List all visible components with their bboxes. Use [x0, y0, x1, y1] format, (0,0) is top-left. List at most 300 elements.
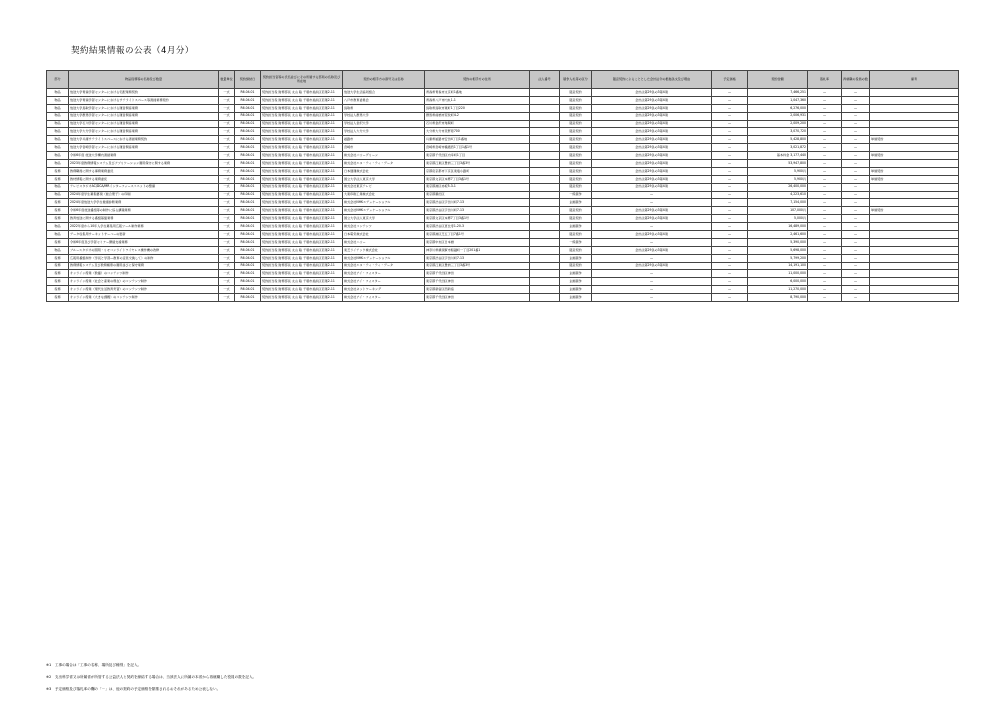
- table-cell: R6.04.01: [235, 144, 261, 152]
- table-cell: 随意契約: [560, 152, 592, 160]
- table-cell: 契約担当役 財務部長 太山 聡 千葉市美浜区若葉2-11: [261, 199, 343, 207]
- table-cell: 企画競争: [560, 199, 592, 207]
- table-cell: 鳥取県鳥取市東町1丁目220: [425, 104, 530, 112]
- table-cell: —: [842, 223, 870, 231]
- table-cell: 東京都墨田区: [425, 191, 530, 199]
- table-cell: [530, 231, 560, 239]
- table-cell: 企画競争: [560, 286, 592, 294]
- table-cell: —: [712, 270, 748, 278]
- table-cell: 大分県大分市旦野原700: [425, 128, 530, 136]
- table-cell: 物品: [47, 120, 69, 128]
- table-cell: —: [842, 294, 870, 302]
- table-cell: 会計法第29条の3第4項: [592, 246, 712, 254]
- table-cell: 物品: [47, 191, 69, 199]
- table-cell: [530, 167, 560, 175]
- table-cell: —: [712, 136, 748, 144]
- table-cell: 物品: [47, 183, 69, 191]
- table-cell: [530, 191, 560, 199]
- col-header: 契約金額: [748, 71, 808, 89]
- table-cell: 随意契約: [560, 175, 592, 183]
- col-header: 競争入札等の区分: [560, 71, 592, 89]
- table-row: [47, 246, 959, 254]
- table-cell: —: [808, 270, 842, 278]
- table-cell: 会計法第29条の3第4項: [592, 160, 712, 168]
- table-cell: 7,466,251: [748, 89, 808, 97]
- table-cell: —: [842, 254, 870, 262]
- table-cell: —: [712, 104, 748, 112]
- table-cell: 物品: [47, 246, 69, 254]
- table-cell: —: [712, 128, 748, 136]
- table-cell: 会計法第29条の3第4項: [592, 128, 712, 136]
- table-cell: 一般競争: [560, 191, 592, 199]
- table-cell: 会計法第29条の3第4項: [592, 183, 712, 191]
- table-cell: —: [808, 104, 842, 112]
- table-cell: —: [842, 160, 870, 168]
- table-cell: 一式: [219, 294, 235, 302]
- table-cell: [530, 215, 560, 223]
- table-cell: [530, 152, 560, 160]
- table-cell: [530, 136, 560, 144]
- table-cell: [870, 270, 959, 278]
- table-cell: —: [712, 89, 748, 97]
- table-cell: 一式: [219, 262, 235, 270]
- table-cell: —: [842, 167, 870, 175]
- table-cell: 一般競争: [560, 238, 592, 246]
- table-cell: 7,154,000: [748, 199, 808, 207]
- table-cell: —: [592, 254, 712, 262]
- table-cell: 企画競争: [560, 278, 592, 286]
- table-cell: —: [712, 96, 748, 104]
- table-cell: R6.04.01: [235, 167, 261, 175]
- table-cell: —: [808, 278, 842, 286]
- table-cell: —: [842, 183, 870, 191]
- table-cell: —: [808, 167, 842, 175]
- table-cell: —: [808, 183, 842, 191]
- table-cell: 物品: [47, 96, 69, 104]
- table-row: [47, 175, 959, 183]
- table-cell: 随意契約: [560, 215, 592, 223]
- table-cell: 物品: [47, 144, 69, 152]
- table-cell: 東京都千代田区神田: [425, 278, 530, 286]
- table-cell: 契約担当役 財務部長 太山 聡 千葉市美浜区若葉2-11: [261, 136, 343, 144]
- table-cell: 8,790,000: [748, 294, 808, 302]
- table-row: [47, 144, 959, 152]
- table-cell: 国立大学法人東京大学: [343, 175, 425, 183]
- col-header: 契約の相手方の商号又は名称: [343, 71, 425, 89]
- table-cell: —: [842, 175, 870, 183]
- table-cell: 日本電気株式会社: [343, 231, 425, 239]
- table-cell: 宮崎県宮崎市橘通西1丁目1番1号: [425, 144, 530, 152]
- table-cell: 令和6年度放送番組等の制作に係る講義業務: [69, 207, 219, 215]
- table-cell: —: [808, 294, 842, 302]
- table-cell: R6.04.01: [235, 160, 261, 168]
- table-cell: —: [712, 120, 748, 128]
- table-cell: —: [808, 96, 842, 104]
- table-cell: 5,900円: [748, 167, 808, 175]
- table-cell: 随意契約: [560, 120, 592, 128]
- table-cell: 放送大学鳥取学習センターにおける運営関係業務: [69, 104, 219, 112]
- table-cell: 東京都千代田区内幸町1丁目: [425, 152, 530, 160]
- table-cell: 学校法人大分大学: [343, 128, 425, 136]
- table-cell: 3,070,720: [748, 128, 808, 136]
- table-cell: [870, 254, 959, 262]
- table-cell: —: [808, 254, 842, 262]
- table-cell: 一式: [219, 175, 235, 183]
- table-cell: 東京都港区赤坂5-3-1: [425, 183, 530, 191]
- table-cell: 11,270,000: [748, 286, 808, 294]
- table-cell: 株式会社ネットワーキング: [343, 286, 425, 294]
- table-cell: 兵庫県姫路市安田4丁目1番地: [425, 136, 530, 144]
- table-cell: —: [808, 152, 842, 160]
- table-cell: 随意契約: [560, 167, 592, 175]
- table-cell: 契約担当役 財務部長 太山 聡 千葉市美浜区若葉2-11: [261, 120, 343, 128]
- table-cell: [530, 128, 560, 136]
- table-cell: R6.04.01: [235, 278, 261, 286]
- table-cell: 一式: [219, 270, 235, 278]
- table-cell: —: [808, 128, 842, 136]
- table-cell: 株式会社アイ・フォスター: [343, 278, 425, 286]
- table-cell: 一式: [219, 215, 235, 223]
- table-cell: [530, 286, 560, 294]
- table-cell: 株式会社パリーグリーン: [343, 152, 425, 160]
- table-cell: 契約担当役 財務部長 太山 聡 千葉市美浜区若葉2-11: [261, 128, 343, 136]
- table-cell: 会計法第29条の3第4項: [592, 112, 712, 120]
- table-cell: 契約担当役 財務部長 太山 聡 千葉市美浜区若葉2-11: [261, 270, 343, 278]
- table-cell: —: [592, 238, 712, 246]
- table-cell: 11,000,000: [748, 270, 808, 278]
- table-cell: 株式会社NHKエデュケーショナル: [343, 207, 425, 215]
- table-cell: R6.04.01: [235, 294, 261, 302]
- table-row: [47, 215, 959, 223]
- table-cell: —: [712, 207, 748, 215]
- table-cell: 随意契約: [560, 160, 592, 168]
- table-cell: —: [712, 262, 748, 270]
- table-cell: 単価契約: [870, 136, 959, 144]
- col-header: 予定価格: [712, 71, 748, 89]
- table-cell: 物品: [47, 223, 69, 231]
- table-cell: —: [808, 215, 842, 223]
- table-cell: 企画競争: [560, 223, 592, 231]
- table-cell: 物品: [47, 152, 69, 160]
- table-cell: [530, 89, 560, 97]
- table-cell: 契約担当役 財務部長 太山 聡 千葉市美浜区若葉2-11: [261, 89, 343, 97]
- table-cell: 会計法第29条の3第4項: [592, 215, 712, 223]
- table-cell: オンライン授業（現代生活教育実習）のコンテンツ制作: [69, 286, 219, 294]
- table-cell: —: [808, 144, 842, 152]
- table-cell: [530, 160, 560, 168]
- table-cell: 契約担当役 財務部長 太山 聡 千葉市美浜区若葉2-11: [261, 160, 343, 168]
- table-cell: —: [712, 152, 748, 160]
- table-cell: 2,461,600: [748, 231, 808, 239]
- table-cell: 随意契約: [560, 136, 592, 144]
- table-cell: 株式会社ハリー: [343, 238, 425, 246]
- table-cell: 一式: [219, 254, 235, 262]
- table-cell: —: [842, 89, 870, 97]
- table-cell: 会計法第29条の3第4項: [592, 104, 712, 112]
- table-cell: 一式: [219, 246, 235, 254]
- table-cell: [870, 128, 959, 136]
- table-cell: 役務: [47, 270, 69, 278]
- table-cell: [530, 294, 560, 302]
- table-cell: 一式: [219, 278, 235, 286]
- table-cell: データ収集用サーキットサーバーの更新: [69, 231, 219, 239]
- table-cell: 契約担当役 財務部長 太山 聡 千葉市美浜区若葉2-11: [261, 254, 343, 262]
- table-cell: [870, 112, 959, 120]
- table-row: [47, 294, 959, 302]
- table-cell: 国立大学法人東京大学: [343, 215, 425, 223]
- table-cell: 一式: [219, 128, 235, 136]
- table-cell: R6.04.01: [235, 215, 261, 223]
- table-cell: R6.04.01: [235, 238, 261, 246]
- table-cell: —: [842, 152, 870, 160]
- table-cell: [870, 262, 959, 270]
- table-cell: R6.04.01: [235, 246, 261, 254]
- table-cell: 一式: [219, 136, 235, 144]
- table-cell: 契約担当役 財務部長 太山 聡 千葉市美浜区若葉2-11: [261, 278, 343, 286]
- table-cell: [870, 104, 959, 112]
- col-header: 落札率: [808, 71, 842, 89]
- table-cell: 一式: [219, 231, 235, 239]
- table-cell: 日本通運株式会社: [343, 167, 425, 175]
- table-cell: 会計法第29条の3第4項: [592, 167, 712, 175]
- table-cell: 一式: [219, 96, 235, 104]
- table-cell: 東京都渋谷区宇田川町7-13: [425, 199, 530, 207]
- table-cell: 企画競争: [560, 270, 592, 278]
- table-cell: 一式: [219, 112, 235, 120]
- table-cell: 1,047,360: [748, 96, 808, 104]
- table-cell: ブルースタジオの照明・リモコンライトワイヤレス操作機の改修: [69, 246, 219, 254]
- table-row: [47, 104, 959, 112]
- table-cell: 物品: [47, 136, 69, 144]
- col-header: 再就職の役員の数: [842, 71, 870, 89]
- table-cell: 役務: [47, 262, 69, 270]
- table-cell: —: [842, 270, 870, 278]
- table-cell: 契約担当役 財務部長 太山 聡 千葉市美浜区若葉2-11: [261, 286, 343, 294]
- table-cell: 広報用番組制作（学長と学習―教育の意見交換して）の制作: [69, 254, 219, 262]
- table-cell: [530, 223, 560, 231]
- table-cell: 役務: [47, 175, 69, 183]
- table-cell: R6.04.01: [235, 286, 261, 294]
- table-cell: —: [842, 199, 870, 207]
- table-cell: 会計法第29条の3第4項: [592, 144, 712, 152]
- table-cell: —: [808, 207, 842, 215]
- table-cell: テレビスタジオAC/DCA/MRインターフェースユニットの整備: [69, 183, 219, 191]
- table-cell: 放送大学青森学習センターにおけるサテライトスペース等清掃業務契約: [69, 96, 219, 104]
- table-cell: 契約担当役 財務部長 太山 聡 千葉市美浜区若葉2-11: [261, 207, 343, 215]
- table-cell: R6.04.01: [235, 136, 261, 144]
- table-cell: 教務情報システム及び教務帳票の運用並びに保守業務: [69, 262, 219, 270]
- table-cell: —: [842, 112, 870, 120]
- table-cell: [530, 246, 560, 254]
- table-cell: 放送大学生活協同組合: [343, 89, 425, 97]
- table-cell: 一式: [219, 120, 235, 128]
- col-header: 契約締結日: [235, 71, 261, 89]
- table-cell: —: [842, 120, 870, 128]
- table-cell: 5,000円: [748, 215, 808, 223]
- table-cell: —: [842, 144, 870, 152]
- table-cell: —: [842, 104, 870, 112]
- table-cell: —: [808, 223, 842, 231]
- table-cell: 一式: [219, 160, 235, 168]
- table-row: [47, 262, 959, 270]
- table-cell: —: [712, 215, 748, 223]
- table-cell: [530, 96, 560, 104]
- table-cell: 5,900円: [748, 175, 808, 183]
- table-cell: —: [808, 286, 842, 294]
- table-cell: 会計法第29条の3第4項: [592, 231, 712, 239]
- table-cell: 契約担当役 財務部長 太山 聡 千葉市美浜区若葉2-11: [261, 294, 343, 302]
- table-cell: [530, 262, 560, 270]
- table-cell: —: [842, 96, 870, 104]
- table-cell: [870, 89, 959, 97]
- table-row: [47, 112, 959, 120]
- footnotes: [46, 660, 256, 695]
- table-cell: 役務: [47, 294, 69, 302]
- table-cell: 2,006,931: [748, 112, 808, 120]
- table-cell: —: [808, 112, 842, 120]
- table-cell: 放送大学青森学習センターにおける宅配業務契約: [69, 89, 219, 97]
- table-body: [47, 89, 959, 302]
- table-cell: 16,489,000: [748, 223, 808, 231]
- table-cell: [530, 183, 560, 191]
- table-cell: 随意契約: [560, 231, 592, 239]
- table-cell: 役務: [47, 199, 69, 207]
- table-row: [47, 278, 959, 286]
- table-cell: 物品: [47, 89, 69, 97]
- table-cell: 単価契約: [870, 175, 959, 183]
- table-cell: R6.04.01: [235, 199, 261, 207]
- table-cell: —: [592, 294, 712, 302]
- table-cell: 契約担当役 財務部長 太山 聡 千葉市美浜区若葉2-11: [261, 231, 343, 239]
- table-cell: 随意契約: [560, 112, 592, 120]
- table-cell: 企画競争: [560, 294, 592, 302]
- table-cell: 5,390,000: [748, 238, 808, 246]
- table-cell: 一式: [219, 89, 235, 97]
- table-cell: R6.04.01: [235, 254, 261, 262]
- col-header: 備考: [870, 71, 959, 89]
- table-cell: 会計法第29条の3第4項: [592, 120, 712, 128]
- table-cell: [870, 294, 959, 302]
- col-header: 部分: [47, 71, 69, 89]
- table-cell: 一式: [219, 199, 235, 207]
- table-cell: 随意契約: [560, 144, 592, 152]
- table-cell: 学校法人金沢大学: [343, 120, 425, 128]
- table-cell: 契約担当役 財務部長 太山 聡 千葉市美浜区若葉2-11: [261, 238, 343, 246]
- table-cell: 東京都千代田区神田: [425, 270, 530, 278]
- col-header: 物品役務等の名称及び数量: [69, 71, 219, 89]
- table-cell: 契約担当役 財務部長 太山 聡 千葉市美浜区若葉2-11: [261, 167, 343, 175]
- table-cell: 役務: [47, 254, 69, 262]
- col-header: 随意契約によることとした会計法令の根拠条文及び理由: [592, 71, 712, 89]
- table-cell: 大東印刷工業株式会社: [343, 191, 425, 199]
- table-cell: 2,009,200: [748, 120, 808, 128]
- table-cell: R6.04.01: [235, 207, 261, 215]
- table-cell: —: [712, 223, 748, 231]
- table-cell: —: [842, 278, 870, 286]
- table-row: [47, 207, 959, 215]
- table-cell: —: [712, 183, 748, 191]
- table-row: [47, 191, 959, 199]
- table-cell: 5,698,000: [748, 246, 808, 254]
- table-cell: —: [592, 286, 712, 294]
- table-cell: —: [808, 191, 842, 199]
- table-cell: 2022年度から10年入学生募集用広報ツール制作業務: [69, 223, 219, 231]
- table-cell: 26,400,000: [748, 183, 808, 191]
- table-cell: [870, 278, 959, 286]
- table-cell: [870, 191, 959, 199]
- table-cell: —: [712, 254, 748, 262]
- table-cell: —: [842, 231, 870, 239]
- table-cell: 令和6年度及び学習セミナー開催支援業務: [69, 238, 219, 246]
- table-cell: 役務: [47, 278, 69, 286]
- table-cell: 株式会社東京テレビ: [343, 183, 425, 191]
- table-cell: 随意契約: [560, 246, 592, 254]
- table-cell: 単価契約: [870, 207, 959, 215]
- table-cell: 3,021,872: [748, 144, 808, 152]
- table-cell: R6.04.01: [235, 175, 261, 183]
- table-cell: 6,000,000: [748, 278, 808, 286]
- table-cell: —: [842, 246, 870, 254]
- table-row: [47, 167, 959, 175]
- table-cell: 随意契約: [560, 104, 592, 112]
- table-cell: 東京都新宿区西新宿: [425, 286, 530, 294]
- table-cell: [530, 278, 560, 286]
- table-cell: 放送大学兵庫サテライトスペースにおける清掃業務契約: [69, 136, 219, 144]
- table-cell: 株式会社アイ・フォスター: [343, 294, 425, 302]
- table-cell: —: [592, 278, 712, 286]
- table-cell: 東京都文京区本郷7丁目3番1号: [425, 175, 530, 183]
- table-row: [47, 270, 959, 278]
- table-cell: 契約担当役 財務部長 太山 聡 千葉市美浜区若葉2-11: [261, 175, 343, 183]
- table-cell: 契約担当役 財務部長 太山 聡 千葉市美浜区若葉2-11: [261, 152, 343, 160]
- table-cell: 神奈川県横須賀市船越町一丁目201番1: [425, 246, 530, 254]
- table-cell: [870, 96, 959, 104]
- table-row: [47, 152, 959, 160]
- table-cell: 一式: [219, 223, 235, 231]
- table-cell: 教育放送に関する番組基盤業務: [69, 215, 219, 223]
- table-row: [47, 223, 959, 231]
- table-cell: 会計法第29条の3第4項: [592, 262, 712, 270]
- table-cell: 東京都渋谷区宇田川町7-13: [425, 207, 530, 215]
- table-cell: R6.04.01: [235, 223, 261, 231]
- table-cell: 八戸市教育委員会: [343, 96, 425, 104]
- table-cell: 物品: [47, 104, 69, 112]
- table-cell: 単価契約: [870, 167, 959, 175]
- table-cell: 物品: [47, 231, 69, 239]
- table-cell: 鳥取県: [343, 104, 425, 112]
- table-cell: 一式: [219, 207, 235, 215]
- table-cell: 物品: [47, 160, 69, 168]
- table-cell: 東京都千代田区神田: [425, 294, 530, 302]
- table-row: [47, 286, 959, 294]
- table-cell: 4,223,610: [748, 191, 808, 199]
- table-cell: 14,191,100: [748, 262, 808, 270]
- table-cell: —: [808, 120, 842, 128]
- table-cell: 会計法第29条の3第4項: [592, 136, 712, 144]
- table-cell: —: [592, 191, 712, 199]
- table-cell: 契約担当役 財務部長 太山 聡 千葉市美浜区若葉2-11: [261, 215, 343, 223]
- table-cell: 株式会社NHKエデュケーショナル: [343, 199, 425, 207]
- table-cell: R6.04.01: [235, 104, 261, 112]
- table-cell: 東京都江東区豊洲三丁目3番3号: [425, 262, 530, 270]
- table-cell: —: [712, 199, 748, 207]
- table-cell: 契約担当役 財務部長 太山 聡 千葉市美浜区若葉2-11: [261, 223, 343, 231]
- table-cell: [530, 120, 560, 128]
- table-cell: 放送大学群馬学習センターにおける運営関係業務: [69, 112, 219, 120]
- table-cell: —: [712, 238, 748, 246]
- table-cell: 単価契約: [870, 152, 959, 160]
- table-cell: 契約担当役 財務部長 太山 聡 千葉市美浜区若葉2-11: [261, 104, 343, 112]
